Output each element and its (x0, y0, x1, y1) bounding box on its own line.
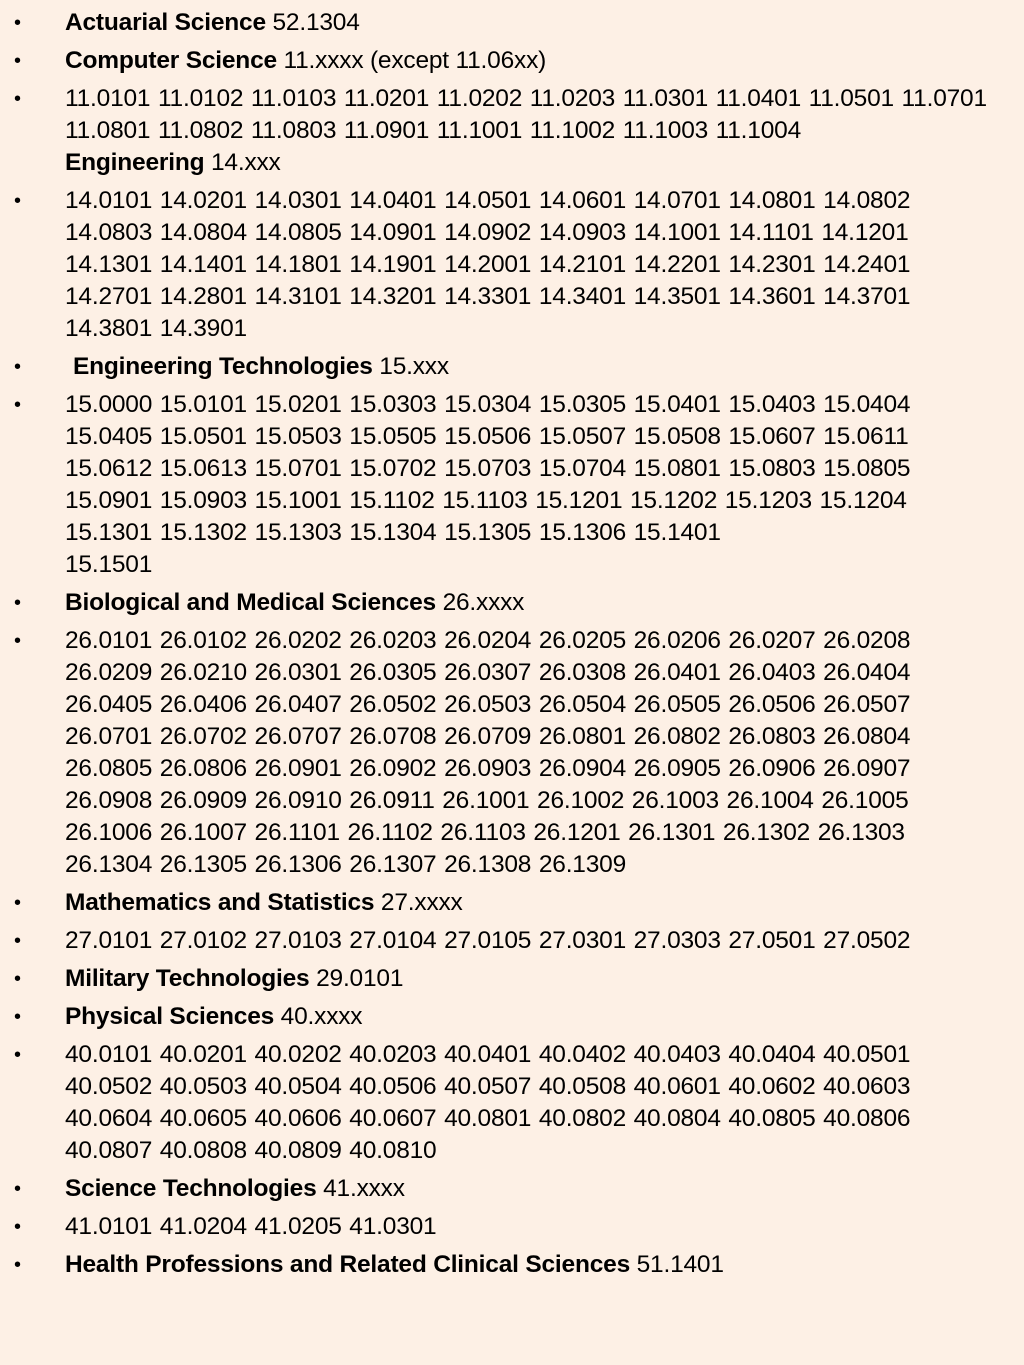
category-heading: Actuarial Science (65, 9, 266, 36)
list-item-engineering-technologies-codes (0, 389, 1024, 581)
bullet: • (14, 930, 21, 952)
category-heading: Computer Science (65, 47, 277, 74)
category-code: 26.xxxx (435, 589, 525, 616)
category-code: 40.xxxx (274, 1003, 363, 1030)
code-list: 27.0101 27.0102 27.0103 27.0104 27.0105 27.0301 27.0303 27.0501 27.0502 (65, 927, 911, 954)
code-list-continued: 15.1501 (65, 551, 153, 578)
list-item-mathematics-statistics (0, 887, 1024, 919)
list-item-physical-sciences-codes (0, 1039, 1024, 1167)
code-list: 11.0101 11.0102 11.0103 11.0201 11.0202 11.0203 11.0301 11.0401 11.0501 11.0701 11.0801 11.0802 11.0803 11.0901 11.1001 11.1002 11.1003 11.1004 (65, 85, 987, 144)
list-item-biological-medical-codes (0, 625, 1024, 881)
list-item-mathematics-codes (0, 925, 1024, 957)
bullet: • (14, 968, 21, 990)
bullet: • (14, 630, 21, 652)
bullet: • (14, 592, 21, 614)
category-code: 15.xxx (372, 353, 449, 380)
list-item-military-technologies (0, 963, 1024, 995)
category-code: 52.1304 (265, 9, 360, 36)
category-heading: Science Technologies (65, 1175, 317, 1202)
bullet: • (14, 190, 21, 212)
category-code: 11.xxxx (except 11.06xx) (276, 47, 547, 74)
bullet: • (14, 1044, 21, 1066)
category-heading: Engineering Technologies (73, 353, 373, 380)
category-heading: Engineering (65, 149, 205, 176)
bullet: • (14, 356, 21, 378)
list-item-science-technologies-codes (0, 1211, 1024, 1243)
list-item-health-professions (0, 1249, 1024, 1281)
category-heading: Military Technologies (65, 965, 310, 992)
category-code: 51.1401 (630, 1251, 724, 1278)
bullet: • (14, 50, 21, 72)
bullet: • (14, 88, 21, 110)
bullet: • (14, 12, 21, 34)
code-list: 41.0101 41.0204 41.0205 41.0301 (65, 1213, 437, 1240)
category-heading: Physical Sciences (65, 1003, 275, 1030)
code-list: 15.0000 15.0101 15.0201 15.0303 15.0304 15.0305 15.0401 15.0403 15.0404 15.0405 15.0501 15.0503 15.0505 15.0506 15.0507 15.0508 15.0607 15.0611 15.0612 15.0613 15.0701 15.0702 15.0703 15.0704 15.0801 15.0803 15.0805 15.0901 15.0903 15.1001 15.1102 15.1103 15.1201 15.1202 15.1203 15.1204 15.1301 15.1302 15.1303 15.1304 15.1305 15.1306 15.1401 (65, 391, 911, 546)
list-item-engineering-codes (0, 185, 1024, 345)
code-list: 40.0101 40.0201 40.0202 40.0203 40.0401 40.0402 40.0403 40.0404 40.0501 40.0502 40.0503 40.0504 40.0506 40.0507 40.0508 40.0601 40.0602 40.0603 40.0604 40.0605 40.0606 40.0607 40.0801 40.0802 40.0804 40.0805 40.0806 40.0807 40.0808 40.0809 40.0810 (65, 1041, 911, 1164)
category-heading: Biological and Medical Sciences (65, 589, 436, 616)
category-heading: Mathematics and Statistics (65, 889, 375, 916)
bullet: • (14, 394, 21, 416)
bullet: • (14, 1178, 21, 1200)
category-code: 29.0101 (309, 965, 404, 992)
list-item-actuarial-science (0, 7, 1024, 39)
category-code: 41.xxxx (316, 1175, 405, 1202)
category-heading: Health Professions and Related Clinical Sciences (65, 1251, 630, 1278)
list-item-science-technologies (0, 1173, 1024, 1205)
list-item-computer-science-codes (0, 83, 1024, 179)
code-list: 26.0101 26.0102 26.0202 26.0203 26.0204 26.0205 26.0206 26.0207 26.0208 26.0209 26.0210 26.0301 26.0305 26.0307 26.0308 26.0401 26.0403 26.0404 26.0405 26.0406 26.0407 26.0502 26.0503 26.0504 26.0505 26.0506 26.0507 26.0701 26.0702 26.0707 26.0708 26.0709 26.0801 26.0802 26.0803 26.0804 26.0805 26.0806 26.0901 26.0902 26.0903 26.0904 26.0905 26.0906 26.0907 26.0908 26.0909 26.0910 26.0911 26.1001 26.1002 26.1003 26.1004 26.1005 26.1006 26.1007 26.1101 26.1102 26.1103 26.1201 26.1301 26.1302 26.1303 26.1304 26.1305 26.1306 26.1307 26.1308 26.1309 (65, 627, 911, 878)
category-code: 27.xxxx (374, 889, 463, 916)
bullet: • (14, 1006, 21, 1028)
list-item-physical-sciences (0, 1001, 1024, 1033)
bullet: • (14, 892, 21, 914)
code-list: 14.0101 14.0201 14.0301 14.0401 14.0501 14.0601 14.0701 14.0801 14.0802 14.0803 14.0804 14.0805 14.0901 14.0902 14.0903 14.1001 14.1101 14.1201 14.1301 14.1401 14.1801 14.1901 14.2001 14.2101 14.2201 14.2301 14.2401 14.2701 14.2801 14.3101 14.3201 14.3301 14.3401 14.3501 14.3601 14.3701 14.3801 14.3901 (65, 187, 911, 342)
list-item-computer-science (0, 45, 1024, 77)
bullet: • (14, 1216, 21, 1238)
list-item-biological-medical-sciences (0, 587, 1024, 619)
bullet: • (14, 1254, 21, 1276)
list-item-engineering-technologies (0, 351, 1024, 383)
category-code: 14.xxx (204, 149, 281, 176)
